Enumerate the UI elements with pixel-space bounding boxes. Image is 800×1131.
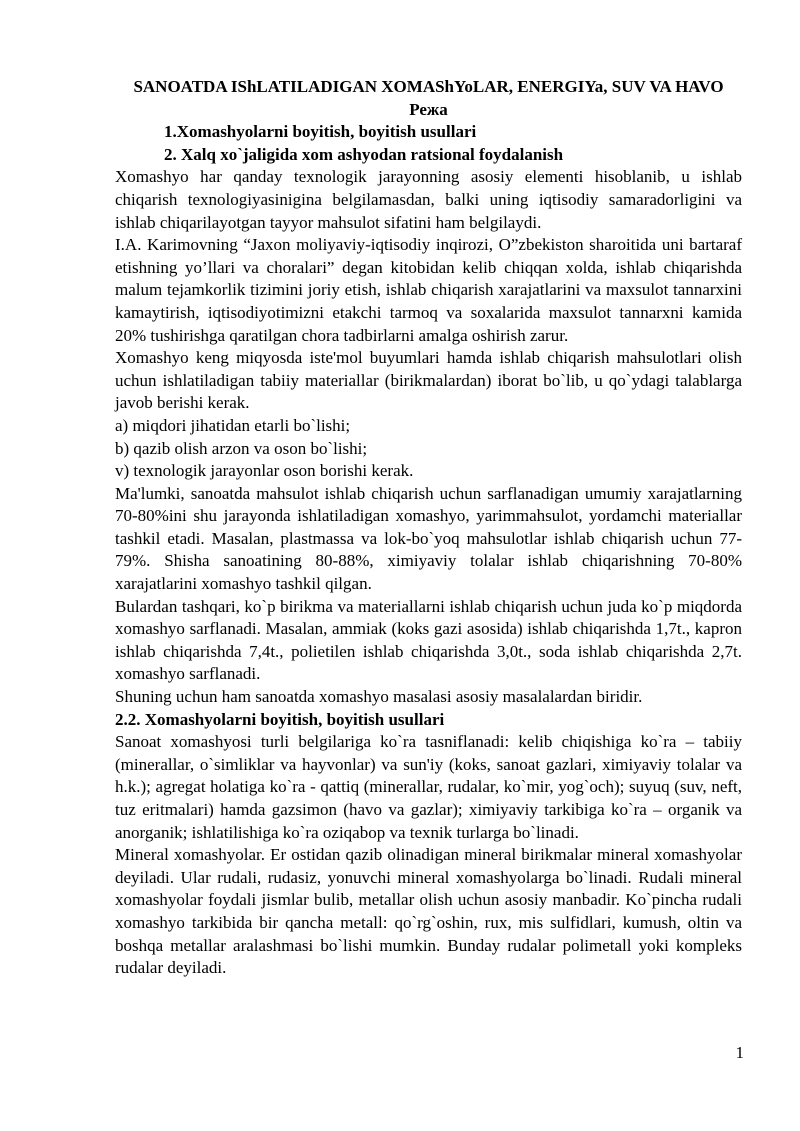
paragraph-consumption: Bulardan tashqari, ko`p birikma va materiallarni ishlab chiqarish uchun juda ko`p miqdorda xomashyo sarflanadi. Masalan, ammiak (koks gazi asosida) ishlab chiqarishda 1,7t., kapron ishlab chiqarishda 7,4t., polietilen ishlab chiqarishda 3,0t., soda ishlab chiqarishda 2,7t. xomashyo sarflanadi. [115,596,742,684]
paragraph-conclusion: Shuning uchun ham sanoatda xomashyo masalasi asosiy masalalardan biridir. [115,687,643,707]
plan-item-1: 1.Xomashyolarni boyitish, boyitish usullari [164,122,477,142]
paragraph-requirements-intro: Xomashyo keng miqyosda iste'mol buyumlari hamda ishlab chiqarish mahsulotlari olish uchun ishlatiladigan tabiiy materiallar (birikmalardan) iborat bo`lib, u qo`ydagi talablarga javob berishi kerak. [115,348,742,413]
section-heading: 2.2. Xomashyolarni boyitish, boyitish usullari [115,709,445,729]
page-number: 1 [735,1043,744,1062]
paragraph-classification: Sanoat xomashyosi turli belgilariga ko`ra tasniflanadi: kelib chiqishiga ko`ra – tabiiy (minerallar, o`simliklar va hayvonlar) va sun'iy (koks, sanoat gazlari, ximiyaviy tolalar va h.k.); agregat holatiga ko`ra - qattiq (minerallar, rudalar, ko`mir, yog`och); suyuq (suv, neft, tuz eritmalari) hamda gazsimon (havo va gazlar); ximiyaviy tarkibiga ko`ra – organik va anorganik; ishlatilishiga ko`ra oziqabop va texnik turlarga bo`linadi. [115,732,742,842]
list-item: b) qazib olish arzon va oson bo`lishi; [115,438,368,458]
requirements-list [115,415,742,483]
paragraph-karimov: I.A. Karimovning “Jaxon moliyaviy-iqtisodiy inqirozi, O”zbekiston sharoitida uni bartaraf etishning yo’llari va choralari” degan kitobidan kelib chiqqan xolda, ishlab chiqarishda malum tejamkorlik tizimini joriy etish, ishlab chiqarish xarajatlarini va maxsulot tannarxini kamaytirish, iqtisodiyotimizni etakchi tarmoq va soxalarida maxsulot tannarxni kamida 20% tushirishga qaratilgan chora tadbirlarni amalga oshirish zarur. [115,235,742,345]
document-title: SANOATDA IShLATILADIGAN XOMAShYoLAR, ENERGIYa, SUV VA HAVO [133,77,724,96]
plan-heading: Режа [409,99,448,119]
paragraph-intro: Xomashyo har qanday texnologik jarayonning asosiy elementi hisoblanib, u ishlab chiqarish texnologiyasinigina belgilamasdan, balki uning iqtisodiy samaradorligini va ishlab chiqarilayotgan tayyor mahsulot sifatini ham belgilaydi. [115,167,742,232]
page-content [115,76,742,980]
plan-item-2: 2. Xalq xo`jaligida xom ashyodan ratsional foydalanish [164,144,564,164]
list-item: v) texnologik jarayonlar oson borishi kerak. [115,461,414,481]
paragraph-mineral: Mineral xomashyolar. Er ostidan qazib olinadigan mineral birikmalar mineral xomashyolar deyiladi. Ular rudali, rudasiz, yonuvchi mineral xomashyolarga bo`linadi. Rudali mineral xomashyolar foydali jismlar bulib, metallar olish uchun asosiy manbadir. Ko`pincha rudali xomashyo tarkibida bir qancha metall: qo`rg`oshin, rux, mis sulfidlari, kumush, oltin va boshqa metallar aralashmasi bo`lishi mumkin. Bunday rudalar polimetall yoki kompleks rudalar deyiladi. [115,845,742,978]
paragraph-costs: Ma'lumki, sanoatda mahsulot ishlab chiqarish uchun sarflanadigan umumiy xarajatlarning 70-80%ini shu jarayonda ishlatiladigan xomashyo, yarimmahsulot, yordamchi materiallar tashkil etadi. Masalan, plastmassa va lok-bo`yoq mahsulotlar ishlab chiqarish uchun 77-79%. Shisha sanoatining 80-88%, ximiyaviy tolalar ishlab chiqarishning 70-80% xarajatlarini xomashyo tashkil qilgan. [115,483,742,594]
list-item: a) miqdori jihatidan etarli bo`lishi; [115,415,351,435]
